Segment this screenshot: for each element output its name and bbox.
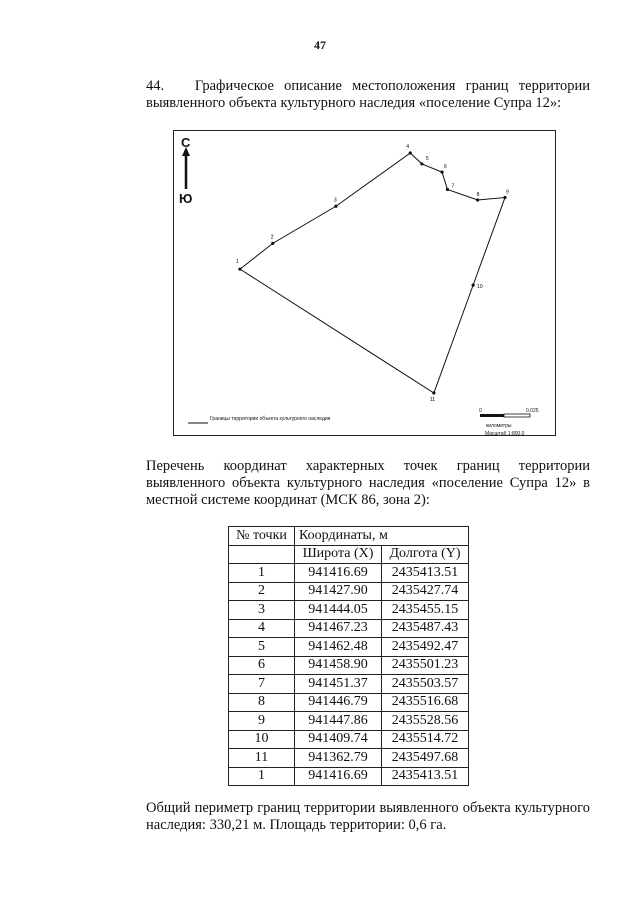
boundary-point-marker (420, 162, 423, 165)
boundary-point-label: 3 (333, 197, 337, 204)
latitude-cell: 941462.48 (295, 638, 382, 657)
table-row (229, 601, 469, 620)
longitude-cell: 2435413.51 (382, 564, 469, 583)
coordinates-intro-text: Перечень координат характерных точек границ территории выявленного объекта культурного наследия «поселение Супра 12» в местной системе координат (МСК 86, зона 2): (146, 458, 590, 508)
boundary-point-marker (503, 196, 506, 199)
scale-bar-filled (480, 414, 504, 417)
latitude-cell: 941416.69 (295, 767, 382, 786)
point-number-cell: 1 (229, 564, 295, 583)
point-number-cell: 6 (229, 656, 295, 675)
header-longitude: Долгота (Y) (382, 545, 469, 564)
longitude-cell: 2435514.72 (382, 730, 469, 749)
scale-bar-empty (504, 414, 530, 417)
latitude-cell: 941427.90 (295, 582, 382, 601)
table-row (229, 564, 469, 583)
summary-text: Общий периметр границ территории выявленного объекта культурного наследия: 330,21 м. Площадь территории: 0,6 га. (146, 800, 590, 833)
boundary-point-label: 2 (270, 234, 274, 241)
boundary-point-label: 8 (476, 191, 480, 198)
boundary-point-label: 5 (425, 155, 429, 162)
point-number-cell: 9 (229, 712, 295, 731)
boundary-point-marker (446, 188, 449, 191)
point-number-cell: 3 (229, 601, 295, 620)
scale-ratio-label: Масштаб 1:800.0 (485, 431, 525, 437)
table-row (229, 712, 469, 731)
section-number: 44. (146, 78, 165, 94)
boundary-point-marker (334, 205, 337, 208)
table-subheader-row (229, 545, 469, 564)
table-row (229, 675, 469, 694)
boundary-point-label: 1 (236, 259, 239, 266)
table-row (229, 656, 469, 675)
longitude-cell: 2435487.43 (382, 619, 469, 638)
point-number-cell: 7 (229, 675, 295, 694)
table-row (229, 767, 469, 786)
boundary-map (173, 130, 556, 436)
table-row (229, 619, 469, 638)
boundary-point-marker (271, 242, 274, 245)
boundary-point-label: 4 (406, 144, 410, 150)
table-row (229, 693, 469, 712)
longitude-cell: 2435528.56 (382, 712, 469, 731)
boundary-point-label: 10 (477, 284, 483, 291)
boundary-point-marker (409, 151, 412, 154)
latitude-cell: 941467.23 (295, 619, 382, 638)
longitude-cell: 2435455.15 (382, 601, 469, 620)
legend-label: Границы территории объекта культурного наследия (210, 416, 331, 422)
latitude-cell: 941447.86 (295, 712, 382, 731)
section-heading (104, 78, 590, 112)
scale-max-label: 0.025 (526, 408, 539, 414)
latitude-cell: 941458.90 (295, 656, 382, 675)
longitude-cell: 2435427.74 (382, 582, 469, 601)
latitude-cell: 941446.79 (295, 693, 382, 712)
point-number-cell: 1 (229, 767, 295, 786)
point-number-cell: 4 (229, 619, 295, 638)
table-row (229, 730, 469, 749)
table-row (229, 638, 469, 657)
latitude-cell: 941416.69 (295, 564, 382, 583)
longitude-cell: 2435413.51 (382, 767, 469, 786)
boundary-point-marker (238, 268, 241, 271)
latitude-cell: 941362.79 (295, 749, 382, 768)
boundary-point-label: 9 (506, 189, 509, 196)
latitude-cell: 941409.74 (295, 730, 382, 749)
boundary-point-marker (476, 198, 479, 201)
boundary-point-marker (432, 391, 435, 394)
scale-zero-label: 0 (479, 408, 482, 414)
longitude-cell: 2435516.68 (382, 693, 469, 712)
south-label: Ю (179, 191, 193, 206)
header-empty-cell (229, 545, 295, 564)
boundary-point-label: 6 (444, 164, 447, 171)
header-point-number: № точки (229, 527, 295, 546)
boundary-point-marker (472, 284, 475, 287)
section-heading-text: Графическое описание местоположения границ территории выявленного объекта культурного наследия «поселение Супра 12»: (146, 78, 590, 111)
boundary-polygon (240, 153, 505, 393)
point-number-cell: 5 (229, 638, 295, 657)
scale-unit-label: километры (486, 423, 512, 429)
latitude-cell: 941444.05 (295, 601, 382, 620)
point-number-cell: 11 (229, 749, 295, 768)
longitude-cell: 2435492.47 (382, 638, 469, 657)
point-number-cell: 2 (229, 582, 295, 601)
header-latitude: Широта (X) (295, 545, 382, 564)
page-number: 47 (314, 38, 326, 52)
summary (104, 800, 590, 834)
latitude-cell: 941451.37 (295, 675, 382, 694)
longitude-cell: 2435503.57 (382, 675, 469, 694)
boundary-point-label: 7 (451, 183, 455, 190)
north-label: С (181, 135, 191, 150)
boundary-point-label: 11 (429, 397, 436, 403)
longitude-cell: 2435501.23 (382, 656, 469, 675)
point-number-cell: 10 (229, 730, 295, 749)
point-number-cell: 8 (229, 693, 295, 712)
coordinates-intro (104, 458, 590, 509)
table-row (229, 582, 469, 601)
coordinates-table (228, 526, 469, 786)
header-coordinates: Координаты, м (295, 527, 469, 546)
table-header-row (229, 527, 469, 546)
boundary-map-drawing (174, 131, 557, 437)
table-row (229, 749, 469, 768)
boundary-point-marker (440, 171, 443, 174)
longitude-cell: 2435497.68 (382, 749, 469, 768)
